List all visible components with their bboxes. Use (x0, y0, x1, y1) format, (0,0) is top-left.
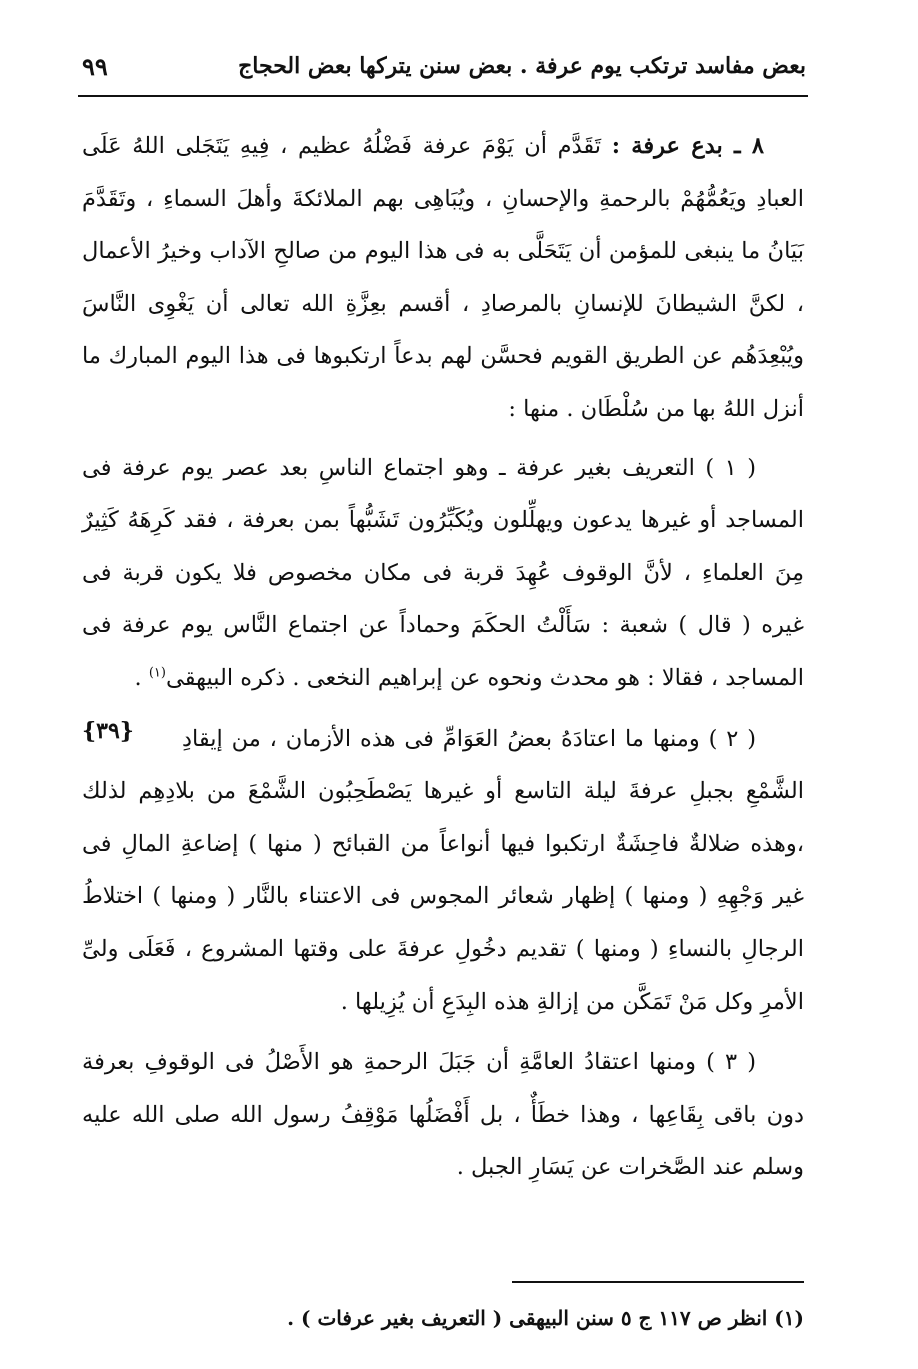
list-item-1-text: ( ١ ) التعريف بغير عرفة ـ وهو اجتماع الناسِ بعد عصر يوم عرفة فى المساجد أو غيرها يدعون ويهلِّلون ويُكَبِّرُون تَشَبُّهاً بمن بعرفة ، فقد كَرِهَهُ كَثِيرٌ مِنَ العلماءِ ، لأنَّ الوقوف عُهِدَ قربة فى مكان مخصوص فلا يكون قربة فى غيره ( قال ) شعبة : سَأَلْتُ الحكَمَ وحماداً عن اجتماع النَّاس يوم عرفة فى المساجد ، فقالا : هو محدث ونحوه عن إبراهيم النخعى . ذكره البيهقى (82, 454, 804, 691)
running-title: بعض مفاسد ترتكب يوم عرفة . بعض سنن يتركها بعض الحجاج (238, 53, 806, 79)
footnote: (١) انظر ص ١١٧ ج ٥ سنن البيهقى ( التعريف بغير عرفات ) . (287, 1306, 804, 1330)
item-number-badge: {٣٩} (82, 717, 134, 744)
footnote-reference: (١) (148, 665, 166, 681)
list-item-3-text: ( ٣ ) ومنها اعتقادُ العامَّةِ أن جَبَلَ الرحمةِ هو الأَصْلُ فى الوقوفِ بعرفة دون باقى بِقَاعِها ، وهذا خطَأٌ ، بل أَفْضَلُها مَوْقِفُ رسول الله صلى الله عليه وسلم عند الصَّخرات عن يَسَارِ الجبل . (82, 1049, 804, 1181)
section-intro-text: تَقَدَّم أن يَوْمَ عرفة فَضْلُهُ عظيم ، فِيهِ يَتَجَلى اللهُ عَلَى العبادِ ويَعُمُّهُمْ بالرحمةِ والإحسانِ ، ويُبَاهِى بهم الملائكةَ وأهلَ السماءِ ، وتَقَدَّمَ بَيَانُ ما ينبغى للمؤمن أن يَتَحَلَّى به فى هذا اليوم من صالحِ الآداب وخيرُ الأعمال ، لكنَّ الشيطانَ للإنسانِ بالمرصادِ ، أقسم بعِزَّةِ الله تعالى أن يَغْوِى النَّاسَ ويُبْعِدَهُم عن الطريق القويم فحسَّن لهم بدعاً ارتكبوها فى هذا اليوم المبارك ما أنزل اللهُ بها من سُلْطَان . منها : (82, 133, 804, 422)
header-rule (78, 95, 808, 97)
list-item-1: ( ١ ) التعريف بغير عرفة ـ وهو اجتماع الناسِ بعد عصر يوم عرفة فى المساجد أو غيرها يدعون ويهلِّلون ويُكَبِّرُون تَشَبُّهاً بمن بعرفة ، فقد كَرِهَهُ كَثِيرٌ مِنَ العلماءِ ، لأنَّ الوقوف عُهِدَ قربة فى مكان مخصوص فلا يكون قربة فى غيره ( قال ) شعبة : سَأَلْتُ الحكَمَ وحماداً عن اجتماع النَّاس يوم عرفة فى المساجد ، فقالا : هو محدث ونحوه عن إبراهيم النخعى . ذكره البيهقى$^{(١)}$ . {٣٩} (82, 442, 804, 705)
section-intro (82, 120, 804, 436)
list-item-3 (82, 1036, 804, 1194)
section-title: ٨ ـ بدع عرفة : (611, 133, 765, 159)
list-item-2-text: ( ٢ ) ومنها ما اعتادَهُ بعضُ العَوَامِّ فى هذه الأزمان ، من إيقادِ الشَّمْعِ بجبلِ عرفةَ ليلة التاسع أو غيرها يَصْطَحِبُون الشَّمْعَ من بلادِهِم لذلك ،وهذه ضلالةٌ فاحِشَةٌ ارتكبوا فيها أنواعاً من القبائح ( منها ) إضاعةِ المالِ فى غير وَجْهِهِ ( ومنها ) إظهار شعائر المجوس فى الاعتناء بالنَّار ( ومنها ) اختلاطُ الرجالِ بالنساءِ ( ومنها ) تقديم دخُولِ عرفةَ على وقتها المشروع ، فَعَلَى ولىِّ الأمرِ وكل مَنْ تَمَكَّن من إزالةِ هذه البِدَعِ أن يُزِيلها . (82, 725, 804, 1015)
running-header (82, 44, 806, 88)
footnote-rule (512, 1281, 804, 1283)
list-item-2 (82, 713, 804, 1029)
body-text (82, 120, 804, 1202)
page-number: ٩٩ (82, 51, 108, 81)
